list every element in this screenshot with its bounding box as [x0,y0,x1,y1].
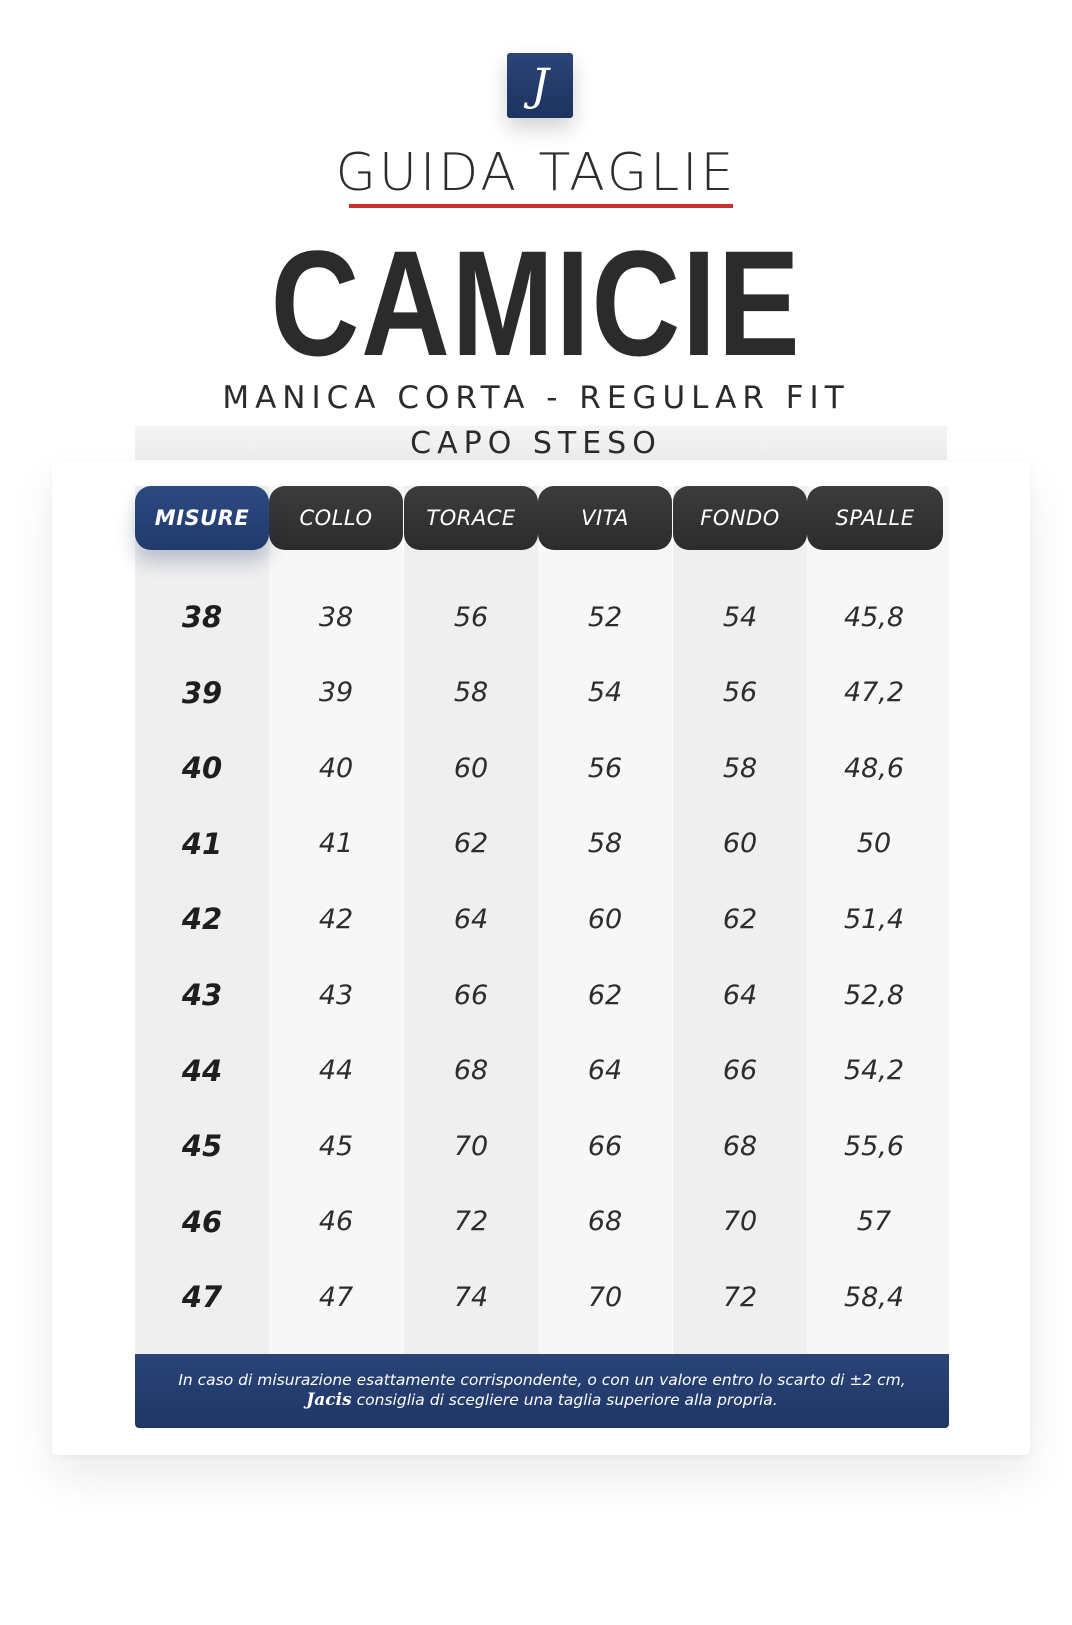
measure-cell: 52,8 [843,979,905,1011]
measure-cell: 56 [587,752,623,784]
measure-cell: 39 [318,677,354,709]
measure-cell: 60 [453,752,489,784]
measure-cell: 45,8 [843,601,905,633]
measure-cell: 62 [722,903,758,935]
measure-cell: 51,4 [843,903,905,935]
size-cell: 44 [181,1053,223,1088]
measure-cell: 57 [856,1206,892,1238]
size-cell: 40 [181,751,223,786]
measure-cell: 43 [318,979,354,1011]
measure-cell: 45 [318,1130,354,1162]
measure-cell: 72 [722,1281,758,1313]
brand-logo [507,53,573,118]
measure-cell: 38 [318,601,354,633]
measure-cell: 44 [318,1055,354,1087]
size-cell: 42 [181,902,223,937]
column-header: VITA [538,486,672,550]
measure-cell: 62 [453,828,489,860]
guide-title: GUIDA TAGLIE [335,143,737,203]
column-header: TORACE [404,486,538,550]
measure-cell: 62 [587,979,623,1011]
size-cell: 45 [181,1129,223,1164]
measure-cell: 47 [318,1281,354,1313]
footer-note [135,1354,949,1428]
measure-cell: 58 [587,828,623,860]
measure-cell: 66 [453,979,489,1011]
measure-cell: 66 [722,1055,758,1087]
measure-cell: 42 [318,903,354,935]
size-cell: 47 [181,1280,223,1315]
footer-line-2-text: consiglia di scegliere una taglia superiore alla propria. [356,1391,778,1409]
measure-cell: 60 [587,903,623,935]
measure-cell: 64 [587,1055,623,1087]
size-cell: 39 [181,675,223,710]
measure-cell: 66 [587,1130,623,1162]
logo-letter: J [531,59,549,111]
measure-cell: 72 [453,1206,489,1238]
measure-cell: 70 [453,1130,489,1162]
footer-brand: Jacis [306,1390,352,1410]
measure-cell: 64 [453,903,489,935]
measure-cell: 60 [722,828,758,860]
column-header: COLLO [269,486,403,550]
measure-cell: 54 [722,601,758,633]
column-header: SPALLE [807,486,943,550]
measure-cell: 52 [587,601,623,633]
measure-cell: 70 [587,1281,623,1313]
measure-cell: 74 [453,1281,489,1313]
measure-cell: 47,2 [843,677,905,709]
size-cell: 41 [181,826,223,861]
measure-cell: 56 [453,601,489,633]
measure-type-label: CAPO STESO [410,426,662,461]
product-subtitle: MANICA CORTA - REGULAR FIT [222,380,850,416]
column-header: FONDO [673,486,807,550]
measure-cell: 50 [856,828,892,860]
measure-cell: 46 [318,1206,354,1238]
measure-cell: 41 [318,828,354,860]
measure-cell: 54,2 [843,1055,905,1087]
measure-cell: 68 [722,1130,758,1162]
size-cell: 38 [181,600,223,634]
measure-cell: 58,4 [843,1281,905,1313]
size-cell: 43 [181,978,223,1012]
column-header: MISURE [135,486,269,550]
footer-line-1: In caso di misurazione esattamente corrispondente, o con un valore entro lo scarto di ±2 cm, [178,1371,906,1389]
measure-cell: 58 [722,752,758,784]
measure-cell: 55,6 [843,1130,905,1162]
measure-cell: 68 [453,1055,489,1087]
measure-cell: 68 [587,1206,623,1238]
size-cell: 46 [181,1204,223,1239]
title-underline [349,204,733,208]
measure-cell: 48,6 [843,752,905,784]
measure-cell: 54 [587,677,623,709]
measure-cell: 58 [453,677,489,709]
measure-cell: 40 [318,752,354,784]
measure-cell: 56 [722,677,758,709]
footer-line-2 [135,1390,949,1410]
product-title: CAMICIE [270,219,802,387]
measure-cell: 64 [722,979,758,1011]
measure-cell: 70 [722,1206,758,1238]
